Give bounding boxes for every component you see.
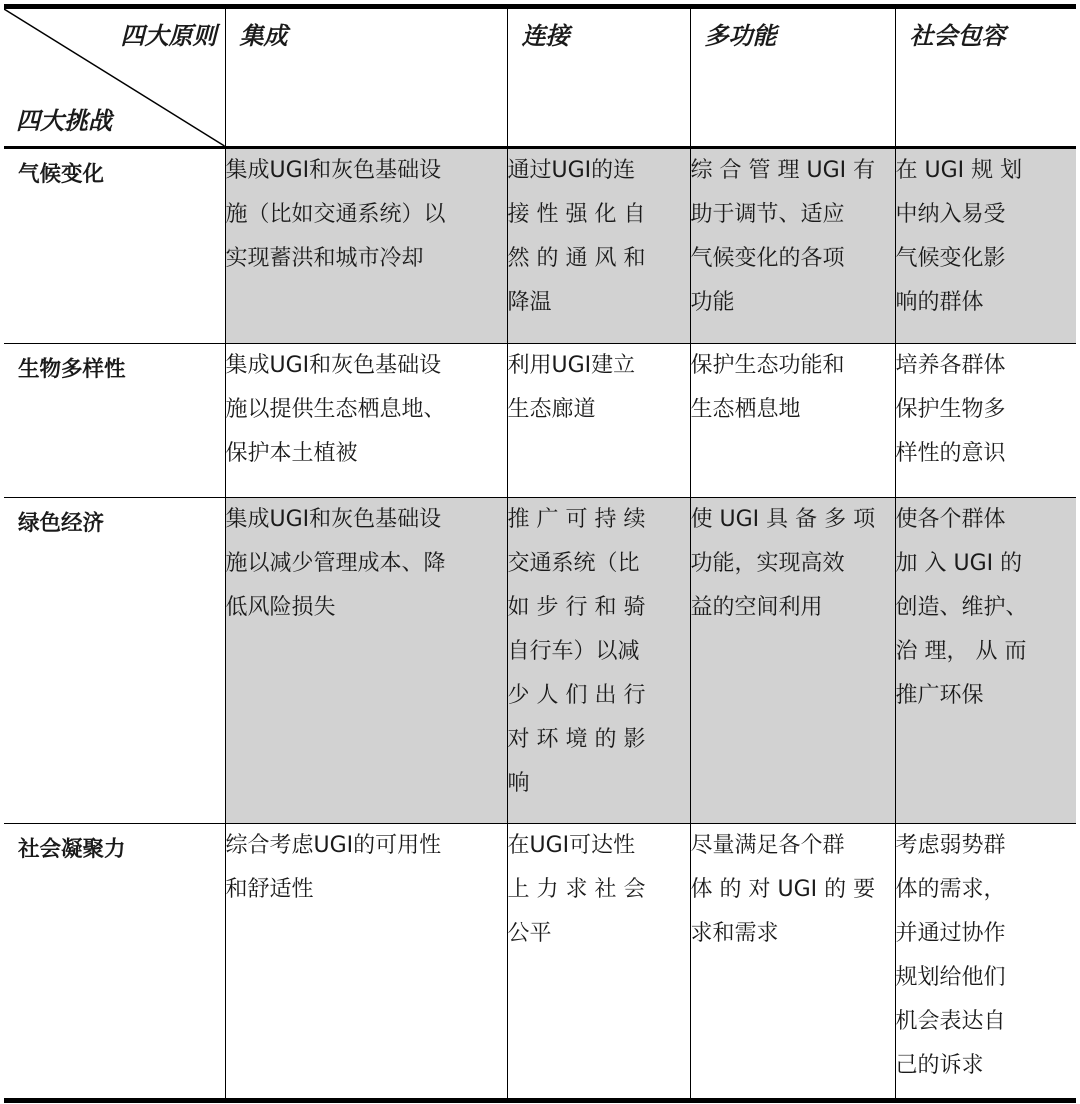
cell-line: 接 性 强 化 自 bbox=[507, 202, 646, 227]
cell-line: 施以减少管理成本、降 bbox=[225, 551, 446, 576]
table-cell bbox=[895, 824, 1076, 1101]
table-cell bbox=[225, 344, 507, 498]
cell-line: 考虑弱势群 bbox=[895, 833, 1006, 858]
cell-line: 使 UGI 具 备 多 项 bbox=[690, 507, 876, 532]
principle-header-integration bbox=[225, 7, 507, 148]
cell-line: 综合考虑UGI的可用性 bbox=[225, 833, 442, 858]
table-row-biodiversity bbox=[4, 344, 1076, 498]
cell-line: 机会表达自 bbox=[895, 1009, 1006, 1034]
challenge-cell bbox=[4, 498, 225, 824]
challenge-label: 绿色经济 bbox=[18, 511, 105, 536]
cell-line: 益的空间利用 bbox=[690, 595, 823, 620]
principle-label: 集成 bbox=[239, 22, 288, 50]
table-cell bbox=[507, 824, 690, 1101]
cell-line: 使各个群体 bbox=[895, 507, 1006, 532]
corner-label-challenges: 四大挑战 bbox=[16, 107, 112, 135]
cell-line: 生态栖息地 bbox=[690, 397, 801, 422]
principle-label: 连接 bbox=[521, 22, 570, 50]
cell-line: 集成UGI和灰色基础设 bbox=[225, 353, 442, 378]
cell-line: 公平 bbox=[507, 921, 552, 946]
cell-line: 保护生物多 bbox=[895, 397, 1006, 422]
cell-line: 推 广 可 持 续 bbox=[507, 507, 646, 532]
cell-line: 加 入 UGI 的 bbox=[895, 551, 1023, 576]
cell-line: 功能 bbox=[690, 290, 735, 315]
challenge-label: 生物多样性 bbox=[18, 357, 126, 382]
table-cell bbox=[690, 344, 895, 498]
table-cell bbox=[507, 148, 690, 344]
challenge-label: 气候变化 bbox=[18, 162, 105, 187]
cell-line: 规划给他们 bbox=[895, 965, 1006, 990]
cell-line: 利用UGI建立 bbox=[507, 353, 636, 378]
cell-line: 施（比如交通系统）以 bbox=[225, 202, 446, 227]
cell-line: 响 bbox=[507, 771, 530, 796]
table-row-climate-change bbox=[4, 148, 1076, 344]
challenge-cell bbox=[4, 344, 225, 498]
cell-line: 然 的 通 风 和 bbox=[507, 246, 646, 271]
cell-line: 己的诉求 bbox=[895, 1053, 984, 1078]
principle-header-social-inclusion bbox=[895, 7, 1076, 148]
table-row-green-economy bbox=[4, 498, 1076, 824]
table-cell bbox=[690, 824, 895, 1101]
table-cell bbox=[225, 148, 507, 344]
cell-line: 集成UGI和灰色基础设 bbox=[225, 158, 442, 183]
cell-line: 响的群体 bbox=[895, 290, 984, 315]
corner-header-cell bbox=[4, 7, 225, 148]
cell-line: 实现蓄洪和城市冷却 bbox=[225, 246, 424, 271]
cell-line: 推广环保 bbox=[895, 683, 984, 708]
cell-line: 求和需求 bbox=[690, 921, 779, 946]
cell-line: 气候变化影 bbox=[895, 246, 1006, 271]
principle-label: 多功能 bbox=[704, 22, 777, 50]
cell-line: 通过UGI的连 bbox=[507, 158, 636, 183]
table-cell bbox=[507, 498, 690, 824]
principle-label: 社会包容 bbox=[909, 22, 1006, 50]
cell-line: 体的需求， bbox=[895, 877, 1006, 902]
cell-line: 降温 bbox=[507, 290, 552, 315]
table-header-row bbox=[4, 7, 1076, 148]
cell-line: 保护生态功能和 bbox=[690, 353, 845, 378]
cell-line: 创造、维护、 bbox=[895, 595, 1028, 620]
cell-line: 生态廊道 bbox=[507, 397, 596, 422]
cell-line: 治 理， 从 而 bbox=[895, 639, 1027, 664]
cell-line: 保护本土植被 bbox=[225, 441, 358, 466]
cell-line: 少 人 们 出 行 bbox=[507, 683, 646, 708]
table-cell bbox=[895, 344, 1076, 498]
cell-line: 样性的意识 bbox=[895, 441, 1006, 466]
cell-line: 上 力 求 社 会 bbox=[507, 877, 646, 902]
table-row-social-cohesion bbox=[4, 824, 1076, 1101]
challenge-label: 社会凝聚力 bbox=[18, 837, 126, 862]
cell-line: 对 环 境 的 影 bbox=[507, 727, 646, 752]
cell-line: 综 合 管 理 UGI 有 bbox=[690, 158, 876, 183]
cell-line: 功能，实现高效 bbox=[690, 551, 845, 576]
cell-line: 如 步 行 和 骑 bbox=[507, 595, 646, 620]
table-cell bbox=[895, 148, 1076, 344]
cell-line: 在 UGI 规 划 bbox=[895, 158, 1023, 183]
cell-line: 交通系统（比 bbox=[507, 551, 640, 576]
cell-line: 低风险损失 bbox=[225, 595, 336, 620]
cell-line: 自行车）以减 bbox=[507, 639, 640, 664]
cell-line: 和舒适性 bbox=[225, 877, 314, 902]
table-cell bbox=[895, 498, 1076, 824]
cell-line: 助于调节、适应 bbox=[690, 202, 845, 227]
cell-line: 气候变化的各项 bbox=[690, 246, 845, 271]
cell-line: 中纳入易受 bbox=[895, 202, 1006, 227]
challenge-cell bbox=[4, 148, 225, 344]
table-cell bbox=[690, 498, 895, 824]
cell-line: 体 的 对 UGI 的 要 bbox=[690, 877, 876, 902]
table-cell bbox=[225, 824, 507, 1101]
principle-header-connectivity bbox=[507, 7, 690, 148]
cell-line: 集成UGI和灰色基础设 bbox=[225, 507, 442, 532]
table-cell bbox=[225, 498, 507, 824]
cell-line: 尽量满足各个群 bbox=[690, 833, 845, 858]
table-cell bbox=[507, 344, 690, 498]
table-cell bbox=[690, 148, 895, 344]
cell-line: 并通过协作 bbox=[895, 921, 1006, 946]
principles-challenges-table bbox=[4, 4, 1076, 1103]
cell-line: 培养各群体 bbox=[895, 353, 1006, 378]
challenge-cell bbox=[4, 824, 225, 1101]
cell-line: 施以提供生态栖息地、 bbox=[225, 397, 446, 422]
corner-label-principles: 四大原则 bbox=[120, 22, 217, 50]
cell-line: 在UGI可达性 bbox=[507, 833, 636, 858]
principle-header-multifunctionality bbox=[690, 7, 895, 148]
